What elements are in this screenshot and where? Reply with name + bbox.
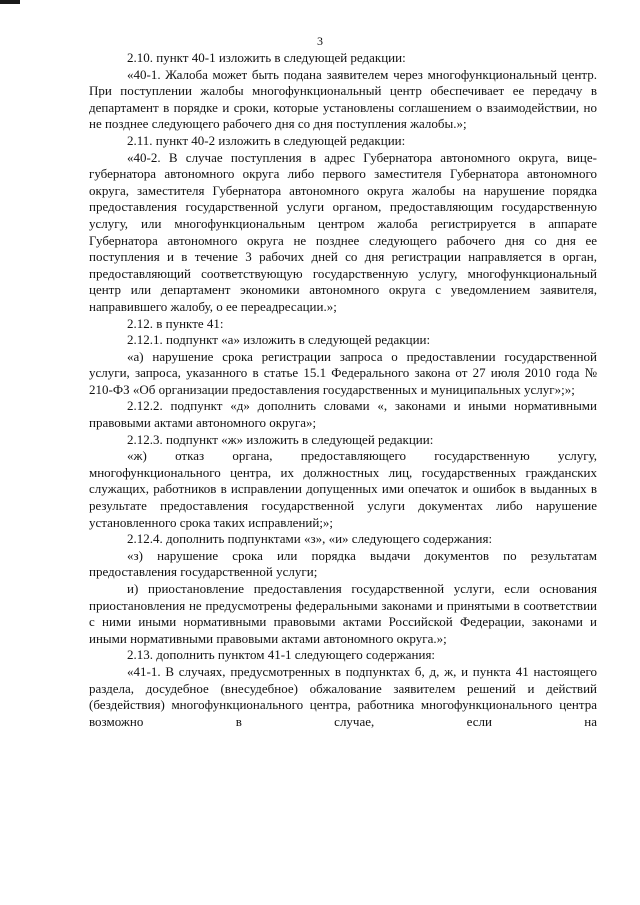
paragraph: 2.12. в пункте 41: — [127, 315, 224, 331]
paragraph: «ж) отказ органа, предоставляющего государственную услугу, многофункционального центра, их должностных лиц, государственных гражданских служащих, работников в исправлении допущенных ими опечаток и ошибок в выданных в результате предоставления государственной услуги документах либо нарушение установленного срока таких исправлений;»; — [89, 448, 597, 530]
paragraph: «40-2. В случае поступления в адрес Губернатора автономного округа, вице-губернатора автономного округа либо первого заместителя Губернатора автономного округа, заместителя Губернатора автономного округа жалобы на нарушение порядка предоставления государственной услуги органом, предоставляющим государственную услугу, или многофункциональным центром жалоба регистрируется в аппарате Губернатора автономного округа не позднее следующего рабочего дня со дня ее поступления и в течение 3 рабочих дней со дня регистрации направляется в орган, предоставляющий соответствующую государственную услугу, многофункциональный центр или департамент экономики автономного округа с уведомлением заявителя, направившего жалобу, о ее переадресации.»; — [89, 149, 597, 314]
paragraph: 2.12.2. подпункт «д» дополнить словами «, законами и иными нормативными правовыми актами автономного округа»; — [89, 398, 597, 431]
paragraph: 2.12.3. подпункт «ж» изложить в следующей редакции: — [127, 431, 434, 447]
scan-corner-mark — [0, 0, 20, 4]
paragraph: 2.10. пункт 40-1 изложить в следующей редакции: — [127, 50, 406, 65]
paragraph: и) приостановление предоставления государственной услуги, если основания приостановления не предусмотрены федеральными законами и принятыми в соответствии с ними иными нормативными правовыми актами Российской Федерации, законами и иными нормативными правовыми актами автономного округа.»; — [89, 581, 597, 646]
paragraph: «41-1. В случаях, предусмотренных в подпунктах б, д, ж, и пункта 41 настоящего раздела, досудебное (внесудебное) обжалование заявителем решений и действий (бездействия) многофункционального центра, работника многофункционального центра возможно в случае, если на — [89, 663, 597, 729]
paragraph: «а) нарушение срока регистрации запроса о предоставлении государственной услуги, запроса, указанного в статье 15.1 Федерального закона от 27 июля 2010 года № 210-ФЗ «Об организации предоставления государственных и муниципальных услуг»;»; — [89, 348, 597, 397]
paragraph: «з) нарушение срока или порядка выдачи документов по результатам предоставления государственной услуги; — [89, 547, 597, 580]
paragraph: 2.11. пункт 40-2 изложить в следующей редакции: — [127, 132, 406, 148]
page-number: 3 — [317, 34, 323, 48]
paragraph: 2.13. дополнить пунктом 41-1 следующего содержания: — [127, 647, 436, 663]
document-body — [89, 50, 597, 730]
paragraph: 2.12.1. подпункт «а» изложить в следующей редакции: — [127, 332, 431, 348]
paragraph: 2.12.4. дополнить подпунктами «з», «и» следующего содержания: — [127, 531, 493, 547]
paragraph: «40-1. Жалоба может быть подана заявителем через многофункциональный центр. При поступлении жалобы многофункциональный центр обеспечивает ее передачу в департамент в порядке и сроки, которые установлены соглашением о взаимодействии, но не позднее следующего рабочего дня со дня поступления жалобы.»; — [89, 66, 597, 132]
